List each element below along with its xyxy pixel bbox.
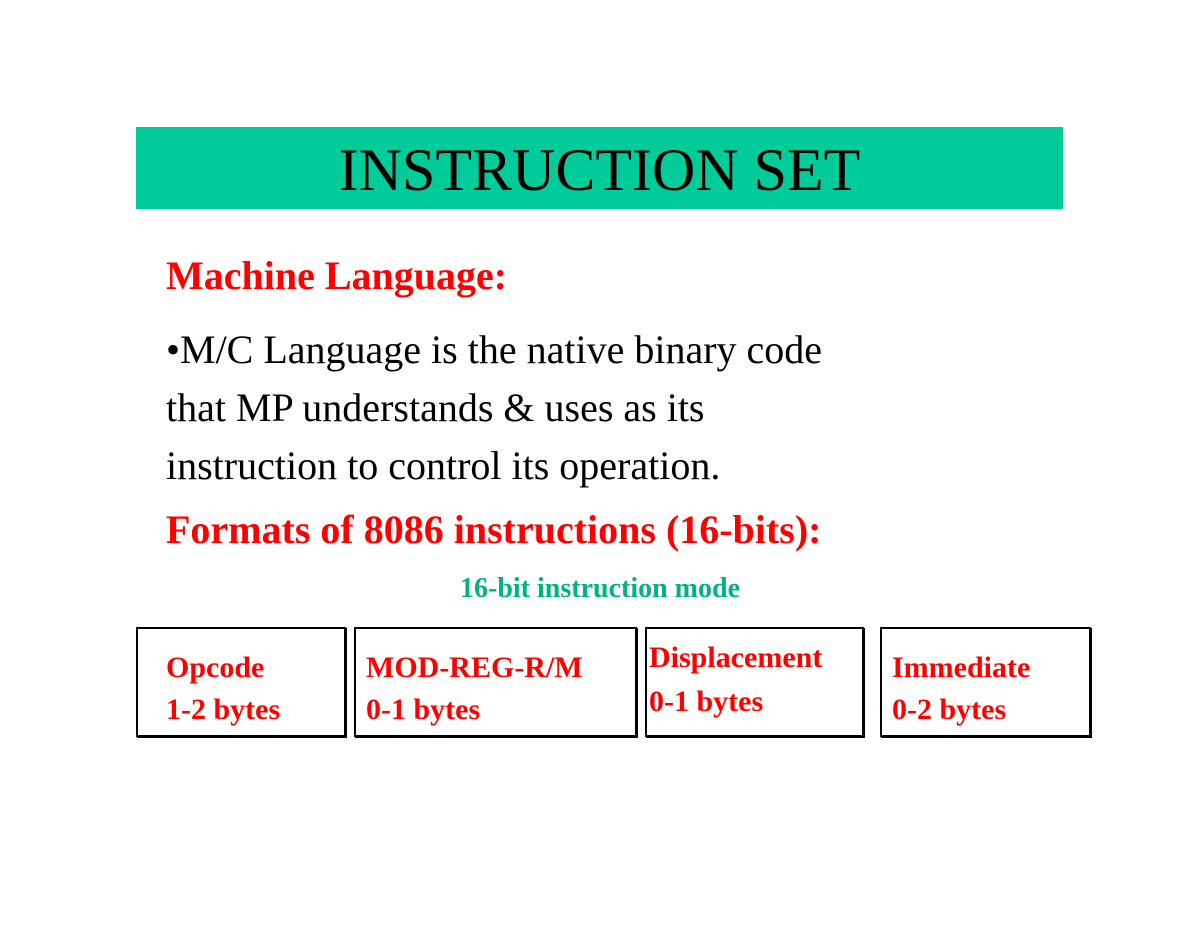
immediate-field-box: [880, 627, 1091, 737]
field-size: 0-1 bytes: [649, 685, 764, 718]
slide-title: INSTRUCTION SET: [338, 137, 861, 203]
field-size: 0-2 bytes: [892, 693, 1007, 726]
opcode-field-box: [136, 627, 346, 737]
field-size: 0-1 bytes: [366, 693, 481, 726]
field-size: 1-2 bytes: [166, 693, 281, 726]
machine-language-description: [166, 321, 822, 495]
field-name: Displacement: [649, 641, 823, 674]
field-name: MOD-REG-R/M: [366, 651, 583, 684]
instruction-mode-label: 16-bit instruction mode: [460, 573, 740, 604]
description-line: instruction to control its operation.: [166, 443, 721, 488]
displacement-field-box: [645, 627, 864, 737]
machine-language-heading: Machine Language:: [166, 253, 508, 298]
field-name: Immediate: [892, 651, 1031, 684]
title-banner: [136, 127, 1063, 209]
description-line: •M/C Language is the native binary code: [166, 327, 823, 372]
mod-reg-rm-field-box: [354, 627, 637, 737]
field-name: Opcode: [166, 651, 265, 684]
description-line: that MP understands & uses as its: [166, 385, 705, 430]
formats-heading: Formats of 8086 instructions (16-bits):: [166, 507, 822, 552]
